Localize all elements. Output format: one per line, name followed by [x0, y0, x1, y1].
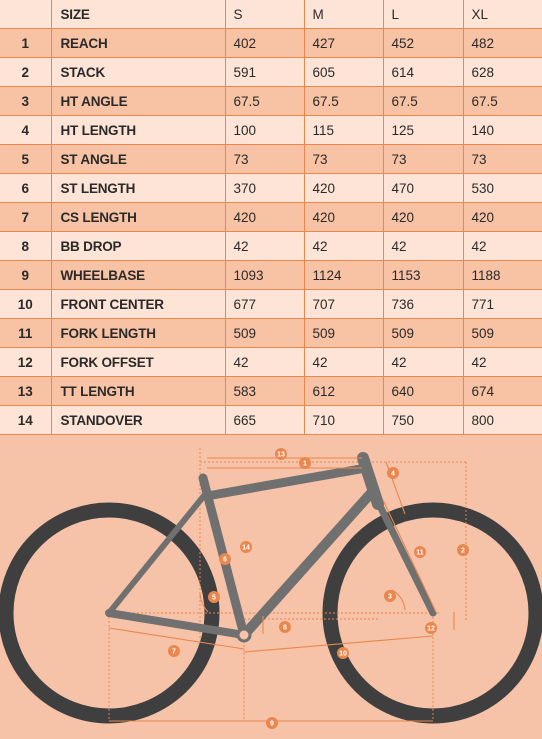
- row-label: STANDOVER: [51, 406, 225, 435]
- value-m: 612: [304, 377, 383, 406]
- svg-text:1: 1: [303, 460, 307, 468]
- table-row: [0, 232, 542, 261]
- value-l: 42: [383, 348, 463, 377]
- marker-7: [168, 645, 180, 657]
- row-number: 1: [0, 29, 51, 58]
- row-number: 4: [0, 116, 51, 145]
- svg-text:12: 12: [427, 625, 435, 633]
- row-label: WHEELBASE: [51, 261, 225, 290]
- bike-geometry-diagram: [0, 434, 542, 739]
- svg-text:5: 5: [212, 594, 216, 602]
- row-label: CS LENGTH: [51, 203, 225, 232]
- value-xl: 73: [463, 145, 542, 174]
- marker-5: [208, 591, 220, 603]
- row-number: 5: [0, 145, 51, 174]
- value-s: 100: [225, 116, 304, 145]
- row-label: FORK OFFSET: [51, 348, 225, 377]
- header-size-m: M: [304, 0, 383, 29]
- value-m: 1124: [304, 261, 383, 290]
- value-m: 42: [304, 348, 383, 377]
- value-l: 1153: [383, 261, 463, 290]
- row-number: 3: [0, 87, 51, 116]
- value-m: 420: [304, 203, 383, 232]
- value-s: 591: [225, 58, 304, 87]
- row-label: HT LENGTH: [51, 116, 225, 145]
- value-l: 125: [383, 116, 463, 145]
- value-xl: 674: [463, 377, 542, 406]
- marker-13: [275, 448, 287, 460]
- table-row: [0, 29, 542, 58]
- value-l: 470: [383, 174, 463, 203]
- value-xl: 140: [463, 116, 542, 145]
- row-number: 14: [0, 406, 51, 435]
- table-row: [0, 174, 542, 203]
- bottom-bracket: [238, 629, 250, 641]
- row-label: ST LENGTH: [51, 174, 225, 203]
- row-label: BB DROP: [51, 232, 225, 261]
- value-s: 42: [225, 348, 304, 377]
- value-l: 452: [383, 29, 463, 58]
- svg-text:10: 10: [339, 650, 347, 658]
- value-l: 750: [383, 406, 463, 435]
- row-label: TT LENGTH: [51, 377, 225, 406]
- value-xl: 420: [463, 203, 542, 232]
- row-number: 7: [0, 203, 51, 232]
- row-label: FORK LENGTH: [51, 319, 225, 348]
- svg-text:11: 11: [416, 549, 424, 557]
- value-l: 509: [383, 319, 463, 348]
- row-label: HT ANGLE: [51, 87, 225, 116]
- svg-text:4: 4: [391, 470, 395, 478]
- value-s: 67.5: [225, 87, 304, 116]
- value-m: 605: [304, 58, 383, 87]
- value-l: 640: [383, 377, 463, 406]
- row-number: 2: [0, 58, 51, 87]
- header-row: [0, 0, 542, 29]
- value-xl: 1188: [463, 261, 542, 290]
- value-s: 665: [225, 406, 304, 435]
- row-number: 6: [0, 174, 51, 203]
- value-l: 73: [383, 145, 463, 174]
- table-row: [0, 290, 542, 319]
- table-row: [0, 406, 542, 435]
- row-number: 8: [0, 232, 51, 261]
- value-xl: 509: [463, 319, 542, 348]
- marker-9: [266, 717, 278, 729]
- row-label: ST ANGLE: [51, 145, 225, 174]
- value-l: 420: [383, 203, 463, 232]
- svg-text:6: 6: [223, 556, 227, 564]
- value-s: 73: [225, 145, 304, 174]
- marker-10: [337, 647, 349, 659]
- row-number: 9: [0, 261, 51, 290]
- value-xl: 628: [463, 58, 542, 87]
- svg-text:13: 13: [277, 451, 285, 459]
- marker-2: [457, 544, 469, 556]
- value-xl: 530: [463, 174, 542, 203]
- table-row: [0, 319, 542, 348]
- value-m: 509: [304, 319, 383, 348]
- value-s: 509: [225, 319, 304, 348]
- value-xl: 67.5: [463, 87, 542, 116]
- marker-12: [425, 622, 437, 634]
- value-s: 42: [225, 232, 304, 261]
- marker-4: [387, 467, 399, 479]
- value-s: 677: [225, 290, 304, 319]
- value-xl: 42: [463, 348, 542, 377]
- table-row: [0, 377, 542, 406]
- header-size-l: L: [383, 0, 463, 29]
- marker-6: [219, 553, 231, 565]
- value-s: 402: [225, 29, 304, 58]
- value-m: 67.5: [304, 87, 383, 116]
- row-number: 10: [0, 290, 51, 319]
- value-m: 707: [304, 290, 383, 319]
- svg-text:3: 3: [388, 593, 392, 601]
- marker-3: [384, 590, 396, 602]
- svg-text:9: 9: [270, 720, 274, 728]
- value-m: 42: [304, 232, 383, 261]
- header-num-cell: [0, 0, 51, 29]
- svg-text:8: 8: [283, 624, 287, 632]
- value-s: 1093: [225, 261, 304, 290]
- row-label: STACK: [51, 58, 225, 87]
- header-size-s: S: [225, 0, 304, 29]
- marker-8: [279, 621, 291, 633]
- row-number: 13: [0, 377, 51, 406]
- header-size-label: SIZE: [51, 0, 225, 29]
- svg-text:14: 14: [242, 544, 250, 552]
- value-m: 420: [304, 174, 383, 203]
- table-row: [0, 87, 542, 116]
- value-xl: 771: [463, 290, 542, 319]
- value-m: 710: [304, 406, 383, 435]
- value-m: 115: [304, 116, 383, 145]
- marker-1: [299, 457, 311, 469]
- value-xl: 482: [463, 29, 542, 58]
- value-l: 736: [383, 290, 463, 319]
- table-row: [0, 116, 542, 145]
- table-row: [0, 203, 542, 232]
- table-row: [0, 261, 542, 290]
- value-l: 614: [383, 58, 463, 87]
- top-tube: [207, 468, 366, 496]
- svg-text:2: 2: [461, 547, 465, 555]
- table-row: [0, 145, 542, 174]
- value-m: 427: [304, 29, 383, 58]
- table-row: [0, 58, 542, 87]
- marker-14: [240, 541, 252, 553]
- value-m: 73: [304, 145, 383, 174]
- value-s: 583: [225, 377, 304, 406]
- table-row: [0, 348, 542, 377]
- value-l: 67.5: [383, 87, 463, 116]
- row-number: 11: [0, 319, 51, 348]
- row-label: FRONT CENTER: [51, 290, 225, 319]
- value-s: 370: [225, 174, 304, 203]
- marker-11: [414, 546, 426, 558]
- row-number: 12: [0, 348, 51, 377]
- down-tube: [244, 492, 372, 635]
- row-label: REACH: [51, 29, 225, 58]
- value-s: 420: [225, 203, 304, 232]
- svg-text:7: 7: [172, 648, 176, 656]
- value-xl: 42: [463, 232, 542, 261]
- value-xl: 800: [463, 406, 542, 435]
- value-l: 42: [383, 232, 463, 261]
- header-size-xl: XL: [463, 0, 542, 29]
